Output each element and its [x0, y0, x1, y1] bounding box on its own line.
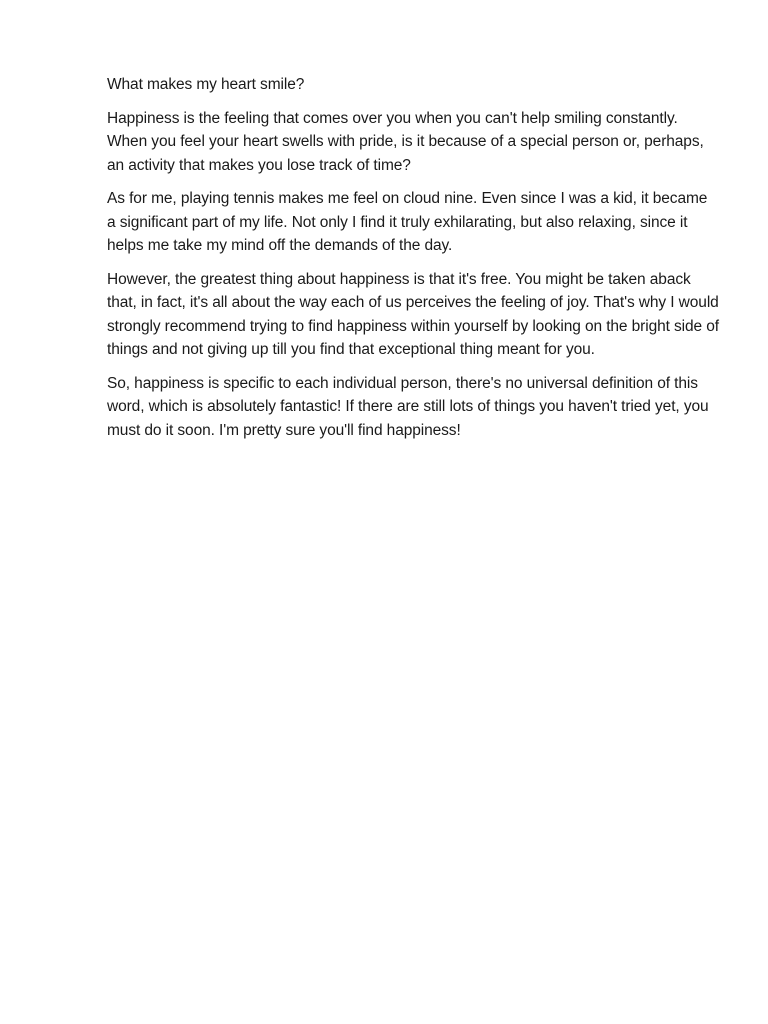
paragraph-1: Happiness is the feeling that comes over you when you can't help smiling constantly. When you feel your heart swells with pride, is it because of a special person or, perhaps, an activity that makes you lose track of time? — [107, 109, 704, 174]
document-body — [107, 73, 719, 452]
document-title: What makes my heart smile? — [107, 76, 305, 93]
paragraph-3: However, the greatest thing about happiness is that it's free. You might be taken aback that, in fact, it's all about the way each of us perceives the feeling of joy. That's why I would strongly recommend trying to find happiness within yourself by looking on the bright side of things and not giving up till you find that exceptional thing meant for you. — [107, 270, 719, 358]
paragraph-4: So, happiness is specific to each individual person, there's no universal definition of this word, which is absolutely fantastic! If there are still lots of things you haven't tried yet, you must do it soon. I'm pretty sure you'll find happiness! — [107, 374, 709, 439]
paragraph-2: As for me, playing tennis makes me feel on cloud nine. Even since I was a kid, it became a significant part of my life. Not only I find it truly exhilarating, but also relaxing, since it helps me take my mind off the demands of the day. — [107, 190, 708, 254]
